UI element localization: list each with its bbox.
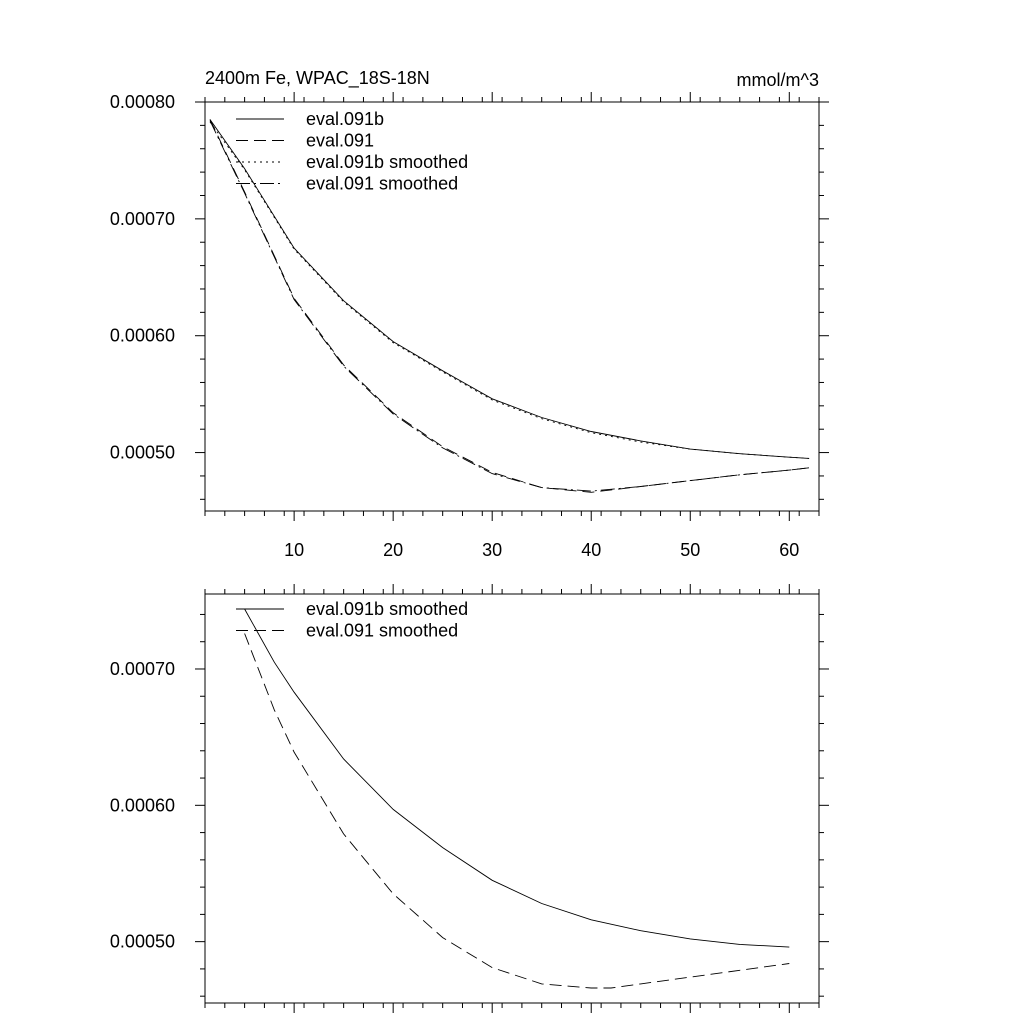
x-tick-label: 10 [284,540,305,560]
y-tick-label: 0.00060 [109,325,175,346]
x-tick-label: 30 [482,540,503,560]
legend-label: eval.091b smoothed [306,599,469,619]
y-tick-label: 0.00070 [109,658,175,679]
y-tick-label: 0.00080 [109,92,175,112]
units-label: mmol/m^3 [736,70,819,90]
top-plot-series [210,120,809,493]
x-tick-label: 50 [680,540,701,560]
x-tick-label: 20 [383,540,404,560]
series-line-eval-091b-smoothed [210,122,809,459]
series-line-eval-091 [210,120,809,493]
top-plot-panel [110,68,829,560]
series-line-eval-091b-smoothed [245,609,790,947]
bottom-plot-ticks [110,584,829,1013]
series-line-eval-091b [210,120,809,459]
bottom-plot-series [245,609,790,988]
bottom-plot-panel [110,584,829,1013]
y-tick-label: 0.00050 [109,931,175,952]
legend-label: eval.091 [306,130,375,151]
y-tick-label: 0.00050 [109,442,175,463]
legend-label: eval.091 smoothed [306,620,459,641]
bottom-plot-legend [236,599,468,641]
x-tick-label: 40 [581,540,602,560]
y-tick-label: 0.00060 [109,795,175,816]
chart-title: 2400m Fe, WPAC_18S-18N [205,68,430,88]
x-tick-label: 60 [779,540,800,560]
legend-label: eval.091 smoothed [306,173,459,194]
bottom-plot-frame [205,594,819,1003]
legend-label: eval.091b [306,109,385,129]
legend-label: eval.091b smoothed [306,152,469,172]
top-plot-legend [236,109,468,194]
top-plot-frame [205,102,819,511]
top-plot-ticks [110,92,829,560]
y-tick-label: 0.00070 [109,208,175,229]
series-line-eval-091-smoothed [245,634,790,989]
